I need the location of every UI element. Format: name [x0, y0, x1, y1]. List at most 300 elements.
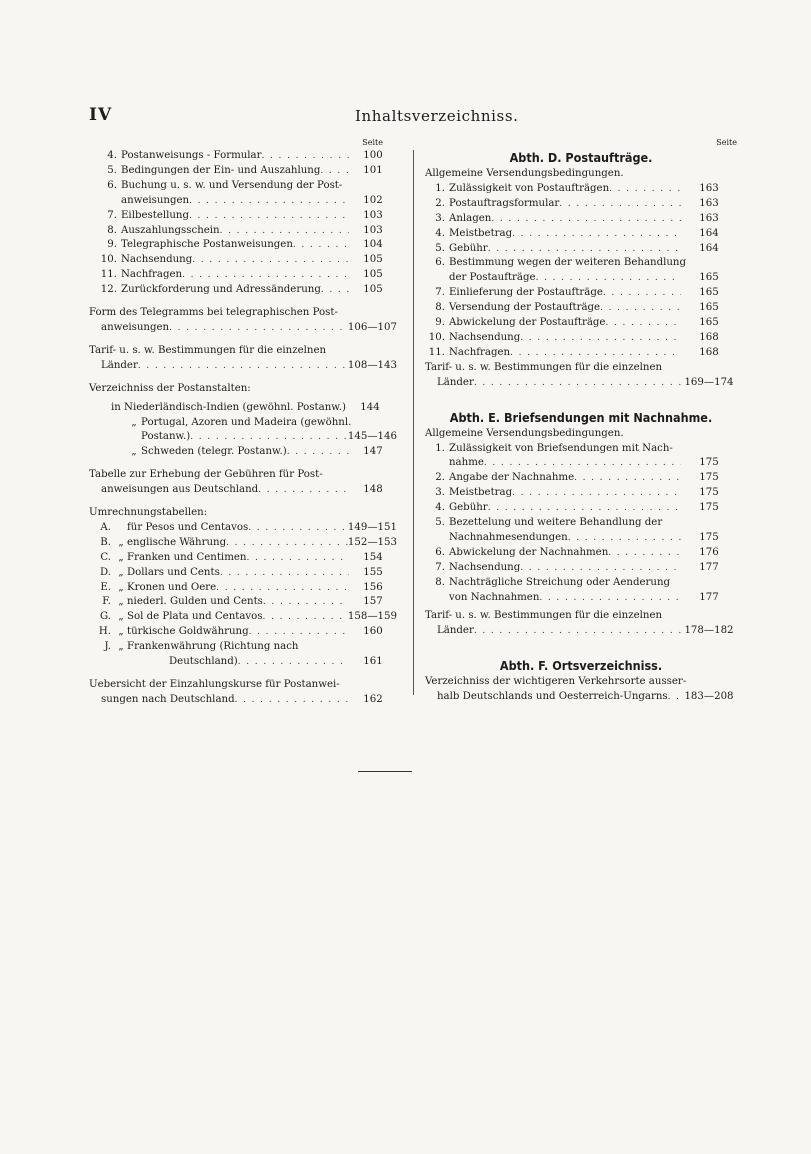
toc-entry[interactable] [89, 179, 397, 209]
leader-dots [609, 182, 681, 197]
toc-entry[interactable] [89, 521, 397, 536]
leader-dots [536, 271, 681, 286]
entry-text: Tarif- u. s. w. Bestimmungen für die einzelnen [89, 344, 327, 356]
entry-row [425, 227, 737, 242]
entry-text: Abwickelung der Nachnahmen [449, 546, 609, 558]
toc-entry[interactable] [89, 283, 397, 298]
leader-dots [220, 566, 349, 581]
page-ref: 177 [699, 561, 719, 573]
entry-text: niederl. Gulden und Cents [127, 596, 263, 608]
entry-text: Verzeichniss der wichtigeren Verkehrsorte ausser- [425, 676, 687, 688]
toc-entry[interactable] [425, 361, 737, 391]
toc-entry[interactable] [89, 344, 397, 374]
entry-row [89, 224, 397, 239]
page-ref: 144 [360, 401, 380, 413]
entry-number: 1. [435, 442, 445, 454]
entry-row [89, 483, 397, 498]
toc-entry[interactable] [425, 212, 737, 227]
entry-row [89, 238, 397, 253]
entry-text: halb Deutschlands und Oesterreich-Ungarns [437, 691, 668, 703]
entry-text: Nachträgliche Streichung oder Aenderung [449, 576, 671, 588]
entry-text: Tarif- u. s. w. Bestimmungen für die einzelnen [425, 361, 663, 373]
page-ref: 103 [363, 209, 383, 221]
entry-text: Länder [437, 625, 474, 637]
entry-row [425, 486, 737, 501]
page-ref: 163 [699, 212, 719, 224]
leader-dots [520, 561, 681, 576]
entry-number: 1. [435, 182, 445, 194]
entry-text: von Nachnahmen [449, 591, 540, 603]
entry-text: Nachsendung [449, 561, 521, 573]
entry-text: in Niederländisch-Indien (gewöhnl. Postanw.) [111, 401, 346, 413]
entry-letter: J. [104, 641, 111, 653]
entry-text: für Pesos und Centavos [127, 521, 249, 533]
entry-text: Postauftragsformular [449, 197, 560, 209]
entry-number: 3. [435, 487, 445, 499]
entry-row [425, 301, 737, 316]
leader-dots [246, 551, 349, 566]
entry-row [89, 179, 397, 194]
page-ref: 168 [699, 331, 719, 343]
toc-entry[interactable] [425, 546, 737, 561]
leader-dots [138, 359, 348, 374]
ditto-mark: „ [118, 626, 124, 638]
entry-row [89, 581, 397, 596]
leader-dots [510, 346, 681, 361]
toc-entry[interactable] [425, 516, 737, 546]
leader-dots [574, 471, 681, 486]
leader-dots [321, 283, 349, 298]
entry-text: Zurückforderung und Adressänderung [121, 284, 321, 296]
ditto-mark: „ [118, 596, 124, 608]
entry-text: Tabelle zur Erhebung der Gebühren für Post- [89, 469, 323, 481]
entry-row [89, 359, 397, 374]
toc-entry[interactable] [425, 256, 737, 286]
verzeichniss-title: Verzeichniss der Postanstalten: [89, 382, 251, 394]
toc-entry[interactable] [425, 346, 737, 361]
entry-number: 2. [435, 472, 445, 484]
entry-text: Meistbetrag [449, 487, 513, 499]
page-ref: 148 [363, 484, 383, 496]
page-ref: 100 [363, 150, 383, 161]
page-ref: 108—143 [347, 359, 397, 371]
leader-dots [220, 224, 349, 239]
page-ref: 147 [363, 446, 383, 458]
leader-dots [474, 376, 681, 391]
entry-number: 11. [100, 269, 117, 281]
leader-dots [603, 286, 681, 301]
page-ref: 160 [363, 626, 383, 638]
entry-row [425, 591, 737, 606]
entry-text: Abwickelung der Postaufträge [449, 317, 606, 329]
entry-number: 7. [435, 561, 445, 573]
entry-text: Dollars und Cents [127, 566, 220, 578]
leader-dots [320, 164, 349, 179]
entry-row [425, 561, 737, 576]
entry-text: Buchung u. s. w. und Versendung der Post- [121, 179, 343, 191]
entry-row [425, 516, 737, 531]
left-item-list [89, 149, 397, 298]
leader-dots [520, 331, 681, 346]
entry-text: Nachsendung [449, 331, 521, 343]
entry-text: anweisungen [121, 194, 190, 206]
leader-dots [512, 227, 681, 242]
entry-row [425, 501, 737, 516]
entry-text: anweisungen aus Deutschland [101, 484, 259, 496]
entry-row [425, 531, 737, 546]
toc-entry[interactable] [89, 640, 397, 670]
page-ref: 165 [699, 287, 719, 299]
page-ref: 152—153 [347, 536, 397, 548]
page-ref: 158—159 [347, 611, 397, 623]
page-ref: 105 [363, 284, 383, 296]
entry-row [89, 625, 397, 640]
left-column [89, 137, 397, 708]
toc-entry[interactable] [89, 164, 397, 179]
leader-dots [608, 546, 681, 561]
general-conditions-label: Allgemeine Versendungsbedingungen. [425, 168, 624, 179]
entry-text: Tarif- u. s. w. Bestimmungen für die einzelnen [425, 610, 663, 622]
leader-dots [568, 531, 681, 546]
entry-text: Angabe der Nachnahme [449, 472, 575, 484]
entry-row [425, 576, 737, 591]
entry-number: 3. [435, 212, 445, 224]
ditto-mark: „ [118, 551, 124, 563]
entry-row [425, 624, 737, 639]
entry-row [89, 209, 397, 224]
toc-entry[interactable] [425, 471, 737, 486]
entry-text: Kronen und Oere [127, 581, 217, 593]
leader-dots [226, 536, 348, 551]
entry-row [425, 182, 737, 197]
entry-number: 8. [435, 576, 445, 588]
entry-row [425, 331, 737, 346]
toc-entry[interactable] [425, 609, 737, 639]
page-ref: 157 [363, 596, 383, 608]
entry-row [425, 346, 737, 361]
toc-entry[interactable] [89, 566, 397, 581]
entry-letter: D. [99, 566, 111, 578]
page-ref: 183—208 [684, 691, 734, 703]
toc-entry[interactable] [89, 678, 397, 708]
leader-dots [512, 486, 681, 501]
leader-dots [293, 238, 349, 253]
entry-number: 10. [428, 331, 445, 343]
page-number: IV [89, 105, 113, 125]
page-ref: 165 [699, 302, 719, 314]
toc-entry[interactable] [89, 268, 397, 283]
entry-row [425, 471, 737, 486]
toc-entry[interactable] [425, 561, 737, 576]
entry-row [425, 256, 737, 271]
entry-number: 7. [107, 209, 117, 221]
entry-number: 2. [435, 197, 445, 209]
entry-number: 6. [107, 179, 117, 191]
toc-entry[interactable] [89, 238, 397, 253]
page-ref: 154 [363, 551, 383, 563]
entry-number: 10. [100, 254, 117, 266]
entry-text: anweisungen [101, 321, 170, 333]
toc-entry[interactable] [89, 401, 397, 416]
page-ref: 161 [363, 656, 383, 668]
leader-dots [189, 209, 349, 224]
page-ref: 175 [699, 531, 719, 543]
page-ref: 105 [363, 269, 383, 281]
entry-row [89, 164, 397, 179]
seite-label: Seite [362, 138, 383, 147]
leader-dots [491, 212, 681, 227]
entry-text: Postanw.) [141, 431, 191, 443]
leader-dots [262, 149, 350, 164]
leader-dots [287, 445, 349, 460]
entry-text: Frankenwährung (Richtung nach [127, 641, 299, 653]
ditto-mark: „ [118, 641, 124, 653]
entry-row [89, 149, 397, 164]
entry-number: 5. [435, 517, 445, 529]
leader-dots [559, 197, 681, 212]
toc-entry[interactable] [425, 486, 737, 501]
toc-entry[interactable] [89, 416, 397, 446]
entry-number: 5. [107, 164, 117, 176]
entry-row [425, 442, 737, 457]
entry-row [89, 536, 397, 551]
page-ref: 168 [699, 346, 719, 358]
page-ref: 103 [363, 224, 383, 236]
leader-dots [248, 521, 348, 536]
leader-dots [263, 595, 349, 610]
entry-number: 8. [107, 224, 117, 236]
entry-text: Portugal, Azoren und Madeira (gewöhnl. [141, 416, 352, 428]
entry-text: Zulässigkeit von Postaufträgen [449, 182, 610, 194]
entry-text: Zulässigkeit von Briefsendungen mit Nach- [449, 442, 673, 454]
entry-text: sungen nach Deutschland [101, 693, 235, 705]
toc-entry[interactable] [425, 675, 737, 705]
page-ref: 105 [363, 254, 383, 266]
entry-text: Bezettelung und weitere Behandlung der [449, 517, 663, 529]
page-ref: 178—182 [684, 625, 734, 637]
leader-dots [263, 610, 348, 625]
ditto-mark: „ [118, 581, 124, 593]
page-ref: 165 [699, 272, 719, 284]
entry-row [425, 316, 737, 331]
toc-entry[interactable] [425, 227, 737, 242]
entry-text: Franken und Centimen [127, 551, 247, 563]
toc-entry[interactable] [89, 224, 397, 239]
page-ref: 175 [699, 457, 719, 469]
leader-dots [539, 591, 681, 606]
leader-dots [668, 690, 681, 705]
entry-row [89, 693, 397, 708]
entry-text: Schweden (telegr. Postanw.) [141, 446, 287, 458]
leader-dots [189, 194, 349, 209]
toc-entry[interactable] [89, 595, 397, 610]
entry-text: Uebersicht der Einzahlungskurse für Postanwei- [89, 679, 340, 690]
page-title: Inhaltsverzeichniss. [355, 107, 519, 125]
entry-text: Länder [101, 359, 138, 371]
leader-dots [484, 456, 681, 471]
entry-number: 4. [435, 227, 445, 239]
entry-row [89, 521, 397, 536]
toc-entry[interactable] [425, 301, 737, 316]
entry-text: Form des Telegramms bei telegraphischen Post- [89, 307, 338, 319]
entry-row [89, 416, 397, 431]
entry-row [89, 268, 397, 283]
entry-text: Bedingungen der Ein- und Auszahlung [121, 164, 321, 176]
leader-dots [169, 321, 348, 336]
entry-row [425, 212, 737, 227]
toc-entry[interactable] [89, 209, 397, 224]
section-title-f[interactable]: Abth. F. Ortsverzeichniss. [499, 658, 663, 674]
entry-row [89, 253, 397, 268]
entry-text: Deutschland) [169, 656, 238, 668]
toc-entry[interactable] [89, 253, 397, 268]
toc-entry[interactable] [425, 197, 737, 212]
leader-dots [258, 483, 349, 498]
entry-text: Telegraphische Postanweisungen [121, 239, 293, 251]
leader-dots [249, 625, 349, 640]
entry-row [425, 546, 737, 561]
leader-dots [238, 655, 349, 670]
entry-text: Gebühr [449, 242, 488, 254]
toc-entry[interactable] [425, 442, 737, 472]
page-ref: 175 [699, 472, 719, 484]
page-ref: 106—107 [347, 321, 397, 333]
entry-row [89, 655, 397, 670]
toc-entry[interactable] [89, 306, 397, 336]
page-ref: 164 [699, 242, 719, 254]
page-ref: 149—151 [347, 521, 397, 533]
entry-number: 8. [435, 302, 445, 314]
page-ref: 163 [699, 182, 719, 194]
entry-row [425, 242, 737, 257]
toc-entry[interactable] [89, 581, 397, 596]
seite-label: Seite [716, 138, 737, 147]
page-ref: 175 [699, 487, 719, 499]
entry-row [89, 445, 397, 460]
toc-entry[interactable] [89, 468, 397, 498]
entry-text: Postanweisungs - Formular [121, 150, 262, 161]
end-rule [358, 771, 412, 772]
entry-letter: C. [100, 551, 111, 563]
entry-text: Gebühr [449, 502, 488, 514]
entry-row [89, 194, 397, 209]
page-ref: 177 [699, 591, 719, 603]
entry-text: Nachsendung [121, 254, 193, 266]
entry-row [425, 456, 737, 471]
section-title-d[interactable]: Abth. D. Postaufträge. [509, 150, 653, 165]
page-ref: 102 [363, 194, 383, 206]
entry-number: 11. [428, 346, 445, 358]
section-title-e[interactable]: Abth. E. Briefsendungen mit Nachnahme. [449, 409, 713, 425]
toc-entry[interactable] [425, 331, 737, 346]
page-ref: 169—174 [684, 376, 734, 388]
entry-row [425, 197, 737, 212]
leader-dots [182, 268, 349, 283]
page-ref: 165 [699, 317, 719, 329]
umrechnung-list [89, 521, 397, 670]
entry-text: englische Währung [127, 536, 227, 548]
entry-letter: F. [102, 596, 111, 608]
entry-row [89, 430, 397, 445]
entry-row [425, 271, 737, 286]
entry-row [425, 286, 737, 301]
umrechnung-title: Umrechnungstabellen: [89, 507, 208, 519]
entry-letter: A. [100, 521, 111, 533]
entry-row [425, 690, 737, 705]
entry-text: Anlagen [449, 212, 492, 224]
entry-row [89, 566, 397, 581]
entry-text: Eilbestellung [121, 209, 190, 221]
toc-entry[interactable] [425, 242, 737, 257]
entry-number: 4. [435, 502, 445, 514]
entry-number: 9. [107, 239, 117, 251]
page-ref: 163 [699, 197, 719, 209]
toc-entry[interactable] [89, 610, 397, 625]
entry-row [89, 321, 397, 336]
toc-entry[interactable] [425, 316, 737, 331]
entry-number: 12. [100, 284, 117, 296]
leader-dots [235, 693, 349, 708]
ditto-mark: „ [131, 446, 137, 458]
entry-row [89, 283, 397, 298]
entry-number: 6. [435, 257, 445, 269]
toc-entry[interactable] [425, 576, 737, 606]
page-ref: 176 [699, 546, 719, 558]
toc-entry[interactable] [89, 149, 397, 164]
ditto-mark: „ [118, 536, 124, 548]
entry-text: Bestimmung wegen der weiteren Behandlung [449, 257, 687, 269]
entry-row [89, 401, 397, 416]
entry-text: Versendung der Postaufträge [449, 302, 601, 314]
toc-entry[interactable] [89, 445, 397, 460]
entry-text: türkische Goldwährung [127, 626, 249, 638]
leader-dots [474, 624, 681, 639]
entry-letter: G. [99, 611, 111, 623]
entry-text: Auszahlungsschein [121, 224, 220, 236]
entry-number: 9. [435, 317, 445, 329]
page-ref: 162 [363, 693, 383, 705]
entry-text: der Postaufträge [449, 272, 536, 284]
entry-row [89, 595, 397, 610]
toc-entry[interactable] [89, 536, 397, 551]
entry-number: 7. [435, 287, 445, 299]
entry-row [89, 640, 397, 655]
entry-text: Meistbetrag [449, 227, 513, 239]
toc-entry[interactable] [89, 551, 397, 566]
entry-text: Nachfragen [449, 346, 511, 358]
page-ref: 175 [699, 502, 719, 514]
toc-entry[interactable] [89, 625, 397, 640]
entry-letter: B. [100, 536, 111, 548]
entry-text: Sol de Plata und Centavos [127, 611, 263, 623]
entry-letter: H. [98, 626, 111, 638]
leader-dots [190, 430, 348, 445]
leader-dots [605, 316, 681, 331]
entry-text: nahme [449, 457, 484, 469]
page-ref: 145—146 [347, 431, 397, 443]
toc-entry[interactable] [425, 501, 737, 516]
leader-dots [488, 501, 681, 516]
page-ref: 164 [699, 227, 719, 239]
entry-number: 6. [435, 546, 445, 558]
toc-entry[interactable] [425, 286, 737, 301]
leader-dots [488, 242, 681, 257]
column-divider [413, 150, 414, 695]
toc-entry[interactable] [425, 182, 737, 197]
leader-dots [216, 581, 349, 596]
entry-number: 4. [107, 150, 117, 161]
entry-text: Nachnahmesendungen [449, 531, 568, 543]
